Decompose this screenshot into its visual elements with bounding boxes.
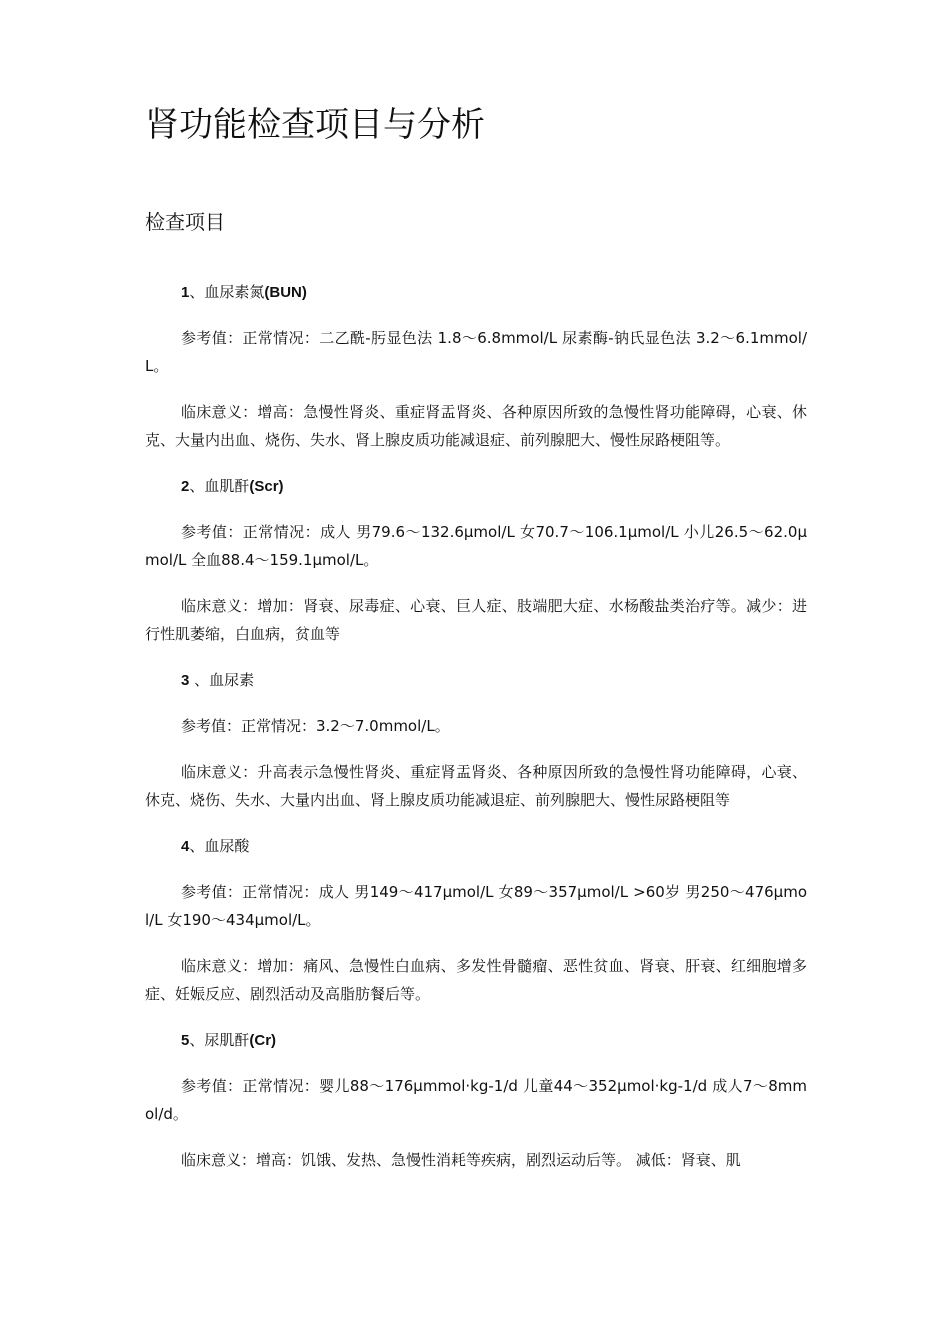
- document-title: 肾功能检查项目与分析: [145, 105, 485, 145]
- item-bun: [145, 278, 807, 454]
- item-urine-creatinine: [145, 1026, 807, 1174]
- item-clinical: 临床意义：增高：急慢性肾炎、重症肾盂肾炎、各种原因所致的急慢性肾功能障碍，心衰、休克、大量内出血、烧伤、失水、肾上腺皮质功能减退症、前列腺肥大、慢性尿路梗阻等。: [145, 403, 807, 449]
- item-heading: [145, 472, 807, 500]
- item-name: 尿肌酐: [204, 1031, 250, 1049]
- item-heading: [145, 666, 807, 694]
- section-title: 检查项目: [145, 210, 225, 234]
- item-uric-acid: [145, 832, 807, 1008]
- item-clinical: 临床意义：增加：肾衰、尿毒症、心衰、巨人症、肢端肥大症、水杨酸盐类治疗等。减少：进行性肌萎缩，白血病，贫血等: [145, 597, 807, 643]
- item-heading: [145, 832, 807, 860]
- item-abbr: (BUN): [264, 284, 307, 301]
- item-abbr: (Scr): [249, 478, 284, 495]
- item-name: 血尿素: [209, 671, 255, 689]
- item-reference: 参考值：正常情况：3.2～7.0mmol/L。: [181, 717, 450, 735]
- item-name: 血尿酸: [204, 837, 250, 855]
- item-separator: 、: [189, 1031, 205, 1049]
- item-clinical: 临床意义：增加：痛风、急慢性白血病、多发性骨髓瘤、恶性贫血、肾衰、肝衰、红细胞增多症、妊娠反应、剧烈活动及高脂肪餐后等。: [145, 957, 807, 1003]
- item-reference: 参考值：正常情况：成人 男79.6～132.6μmol/L 女70.7～106.1μmol/L 小儿26.5～62.0μmol/L 全血88.4～159.1μmol/L。: [145, 523, 807, 569]
- item-clinical: 临床意义：增高：饥饿、发热、急慢性消耗等疾病，剧烈运动后等。 减低：肾衰、肌: [181, 1151, 741, 1169]
- item-separator: 、: [189, 477, 205, 495]
- item-number: 1: [181, 284, 190, 301]
- item-heading: [145, 278, 807, 306]
- item-reference: 参考值：正常情况：成人 男149～417μmol/L 女89～357μmol/L >60岁 男250～476μmol/L 女190～434μmol/L。: [145, 883, 807, 929]
- item-abbr: (Cr): [249, 1032, 277, 1049]
- item-name: 血肌酐: [204, 477, 250, 495]
- item-separator: 、: [189, 837, 205, 855]
- item-name: 血尿素氮: [204, 283, 265, 301]
- item-separator: 、: [189, 671, 210, 689]
- item-number: 2: [181, 478, 190, 495]
- document-content: [145, 278, 807, 1192]
- item-separator: 、: [189, 283, 205, 301]
- item-number: 4: [181, 838, 190, 855]
- item-scr: [145, 472, 807, 648]
- item-urea: [145, 666, 807, 814]
- item-heading: [145, 1026, 807, 1054]
- item-reference: 参考值：正常情况：婴儿88～176μmmol·kg-1/d 儿童44～352μmol·kg-1/d 成人7～8mmol/d。: [145, 1077, 807, 1123]
- item-clinical: 临床意义：升高表示急慢性肾炎、重症肾盂肾炎、各种原因所致的急慢性肾功能障碍，心衰、休克、烧伤、失水、大量内出血、肾上腺皮质功能减退症、前列腺肥大、慢性尿路梗阻等: [145, 763, 807, 809]
- item-number: 5: [181, 1032, 190, 1049]
- item-reference: 参考值：正常情况：二乙酰-肟显色法 1.8～6.8mmol/L 尿素酶-钠氏显色法 3.2～6.1mmol/L。: [145, 329, 807, 375]
- item-number: 3: [181, 672, 190, 689]
